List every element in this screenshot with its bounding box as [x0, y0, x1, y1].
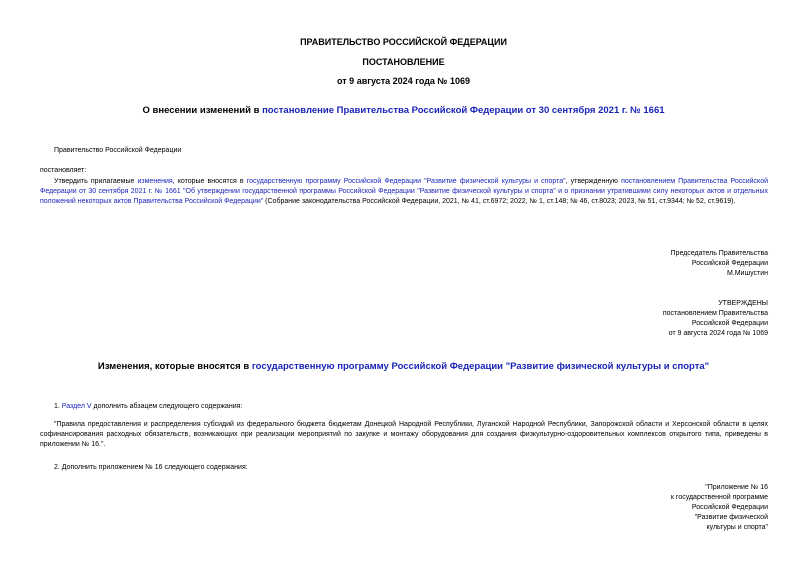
appendix-line-1: "Приложение № 16 — [705, 484, 768, 491]
main-text-1: Утвердить прилагаемые — [54, 178, 138, 185]
resolution-1661-link[interactable]: постановлением Правительства Российской Федерации от 30 сентября 2021 г. № 1661 "Об утверждении государственной программы Российской Федерации "Развитие физической культуры и спорта" и о признании утратившими силу некоторых актов и отдельных положений некоторых актов Правительства Российской Федерации" — [40, 178, 769, 205]
main-text-4: (Собрание законодательства Российской Федерации, 2021, № 41, ст.6972; 2022, № 1, ст.148; № 46, ст.8023; 2023, № 51, ст.9344; № 52, ст.9619). — [263, 198, 736, 205]
approved-line-3: Российской Федерации — [691, 320, 768, 327]
changes-title-prefix: Изменения, которые вносятся в — [97, 361, 252, 372]
approved-line-2: постановлением Правительства — [662, 310, 768, 317]
document-subject — [0, 105, 807, 116]
state-program-link[interactable]: государственную программу Российской Федерации "Развитие физической культуры и спорта" — [246, 178, 566, 185]
approved-line-1: УТВЕРЖДЕНЫ — [718, 300, 768, 307]
changes-title-program-link[interactable]: государственную программу Российской Федерации "Развитие физической культуры и спорта" — [251, 361, 710, 372]
item-1-number: 1. — [54, 403, 62, 410]
section-v-link[interactable]: Раздел V — [61, 403, 92, 410]
signature-line-2: Российской Федерации — [691, 260, 768, 267]
item-1-quote: "Правила предоставления и распределения субсидий из федерального бюджета бюджетам Донецкой Народной Республики, Луганской Народной Республики, Запорожской области и Херсонской области в целях софинансирования расходных обязательств, возникающих при реализации мероприятий по закупке и монтажу оборудования для создания физкультурно-оздоровительных комплексов открытого типа, приведены в приложении № 16.". — [40, 421, 768, 448]
appendix-line-5: культуры и спорта" — [706, 524, 768, 531]
appendix-line-4: "Развитие физической — [694, 514, 768, 521]
subject-resolution-link[interactable]: постановление Правительства Российской Федерации от 30 сентября 2021 г. № 1661 — [262, 105, 665, 116]
main-text-2: , которые вносятся в — [172, 178, 247, 185]
appendix-line-2: к государственной программе — [670, 494, 768, 501]
signature-line-1: Председатель Правительства — [670, 250, 768, 257]
document-date-number: от 9 августа 2024 года № 1069 — [337, 76, 470, 86]
preamble-resolves: постановляет: — [40, 167, 87, 174]
appendix-heading — [671, 483, 768, 533]
signature-block — [671, 249, 768, 279]
approved-block — [663, 299, 768, 339]
document-type: ПОСТАНОВЛЕНИЕ — [362, 57, 445, 67]
government-title: ПРАВИТЕЛЬСТВО РОССИЙСКОЙ ФЕДЕРАЦИИ — [300, 37, 507, 47]
item-1-text: дополнить абзацем следующего содержания: — [91, 403, 243, 410]
changes-title — [0, 361, 807, 372]
item-2: 2. Дополнить приложением № 16 следующего содержания: — [54, 464, 248, 471]
signature-name: М.Мишустин — [726, 270, 768, 277]
appendix-line-3: Российской Федерации — [691, 504, 768, 511]
preamble-government: Правительство Российской Федерации — [54, 147, 182, 154]
item-1 — [54, 402, 242, 412]
approved-line-4: от 9 августа 2024 года № 1069 — [668, 330, 768, 337]
changes-link[interactable]: изменения — [137, 178, 173, 185]
subject-prefix: О внесении изменений в — [142, 105, 263, 116]
main-text-3: , утвержденную — [565, 178, 622, 185]
main-paragraph — [40, 177, 768, 207]
